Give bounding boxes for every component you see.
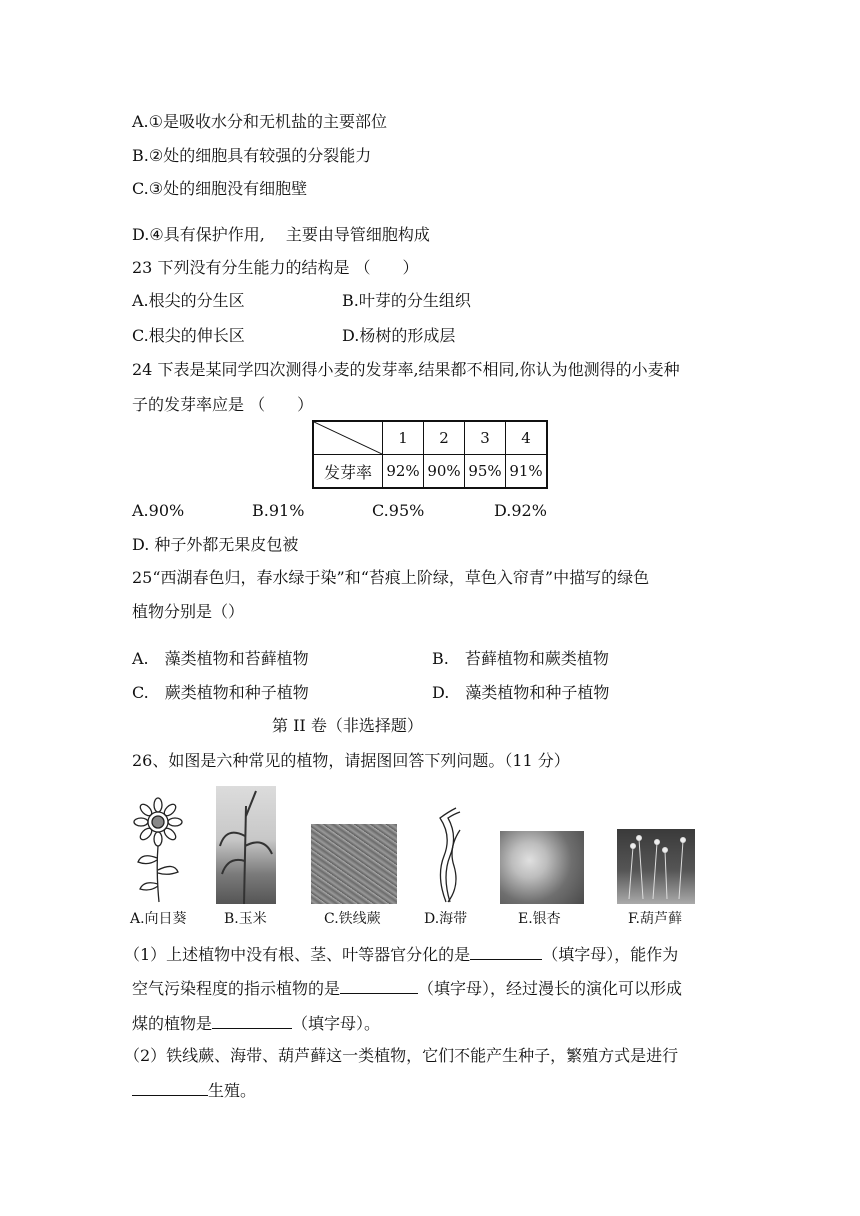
diagonal-line — [314, 422, 382, 454]
q24-option-a: A.90% — [132, 501, 185, 520]
corn-stalk-icon — [216, 786, 276, 904]
answer-blank-2[interactable] — [340, 977, 418, 994]
q22-option-c: C.③处的细胞没有细胞壁 — [132, 179, 308, 198]
q24-stem-line2: 子的发芽率应是 （ ） — [132, 395, 314, 414]
fern-photo — [311, 824, 397, 904]
q26-part1-line3 — [132, 1012, 380, 1035]
plant-label-e: E.银杏 — [518, 911, 561, 927]
answer-blank-3[interactable] — [212, 1012, 292, 1029]
q26-part1-line2 — [132, 977, 682, 1000]
q24-extra-option: D. 种子外都无果皮包被 — [132, 535, 299, 554]
q24-option-c: C.95% — [372, 501, 425, 520]
q26-stem: 26、如图是六种常见的植物，请据图回答下列问题。（11 分） — [132, 751, 570, 770]
table-header: 1 — [383, 421, 424, 455]
table-cell: 92% — [383, 455, 424, 489]
q26-part2-text: 生殖。 — [208, 1081, 257, 1100]
q26-part1-text: （填字母），能作为 — [542, 945, 679, 964]
q23-option-b: B.叶芽的分生组织 — [342, 291, 471, 310]
diagonal-corner-cell — [313, 421, 383, 455]
moss-sporophyte-icon — [617, 829, 695, 904]
ginkgo-photo — [500, 831, 584, 904]
plant-label-a: A.向日葵 — [130, 911, 187, 927]
germination-table — [312, 420, 548, 489]
q23-option-a: A.根尖的分生区 — [132, 291, 245, 310]
moss-photo — [617, 829, 695, 904]
sunflower-illustration — [128, 796, 190, 904]
table-header: 3 — [465, 421, 506, 455]
q26-part1-text: （填字母），经过漫长的演化可以形成 — [418, 979, 683, 998]
q26-part1-text: 空气污染程度的指示植物的是 — [132, 979, 341, 998]
q24-option-b: B.91% — [252, 501, 305, 520]
table-header: 2 — [424, 421, 465, 455]
q22-option-a: A.①是吸收水分和无机盐的主要部位 — [132, 112, 387, 131]
section-title: 第 II 卷（非选择题） — [272, 716, 423, 735]
answer-blank-1[interactable] — [470, 943, 542, 960]
table-cell: 91% — [506, 455, 548, 489]
q25-option-b: B. 苔藓植物和蕨类植物 — [432, 649, 609, 668]
q23-option-c: C.根尖的伸长区 — [132, 326, 245, 345]
table-cell: 90% — [424, 455, 465, 489]
q25-option-d: D. 藻类植物和种子植物 — [432, 683, 610, 702]
q22-option-b: B.②处的细胞具有较强的分裂能力 — [132, 146, 372, 165]
q24-option-d: D.92% — [494, 501, 547, 520]
q26-part2-line1: （2）铁线蕨、海带、葫芦藓这一类植物，它们不能产生种子，繁殖方式是进行 — [124, 1046, 679, 1065]
corn-photo — [216, 786, 276, 904]
q25-option-a: A. 藻类植物和苔藓植物 — [132, 649, 309, 668]
q26-part1-text: 煤的植物是 — [132, 1014, 213, 1033]
q25-option-c: C. 蕨类植物和种子植物 — [132, 683, 309, 702]
q24-stem-line1: 24 下表是某同学四次测得小麦的发芽率,结果都不相同,你认为他测得的小麦种 — [132, 360, 680, 379]
q26-part2-line2 — [132, 1079, 256, 1102]
table-row — [313, 455, 547, 489]
table-header-row — [313, 421, 547, 455]
kelp-illustration — [426, 806, 470, 904]
q26-part1-line1 — [124, 943, 678, 966]
q25-stem-line2: 植物分别是（） — [132, 602, 245, 621]
table-cell: 95% — [465, 455, 506, 489]
q23-stem: 23 下列没有分生能力的结构是 （ ） — [132, 258, 419, 277]
answer-blank-4[interactable] — [132, 1079, 208, 1096]
q26-part1-text: （填字母）。 — [292, 1014, 381, 1033]
q23-option-d: D.杨树的形成层 — [342, 326, 456, 345]
plant-label-c: C.铁线蕨 — [324, 911, 381, 927]
plant-label-d: D.海带 — [424, 911, 468, 927]
plant-label-b: B.玉米 — [224, 911, 267, 927]
table-header: 4 — [506, 421, 548, 455]
plant-label-f: F.葫芦藓 — [628, 911, 682, 927]
q22-option-d: D.④具有保护作用, 主要由导管细胞构成 — [132, 225, 430, 244]
row-label: 发芽率 — [313, 455, 383, 489]
q25-stem-line1: 25“西湖春色归，春水绿于染”和“苔痕上阶绿，草色入帘青”中描写的绿色 — [132, 568, 650, 587]
q26-part1-text: （1）上述植物中没有根、茎、叶等器官分化的是 — [124, 945, 471, 964]
